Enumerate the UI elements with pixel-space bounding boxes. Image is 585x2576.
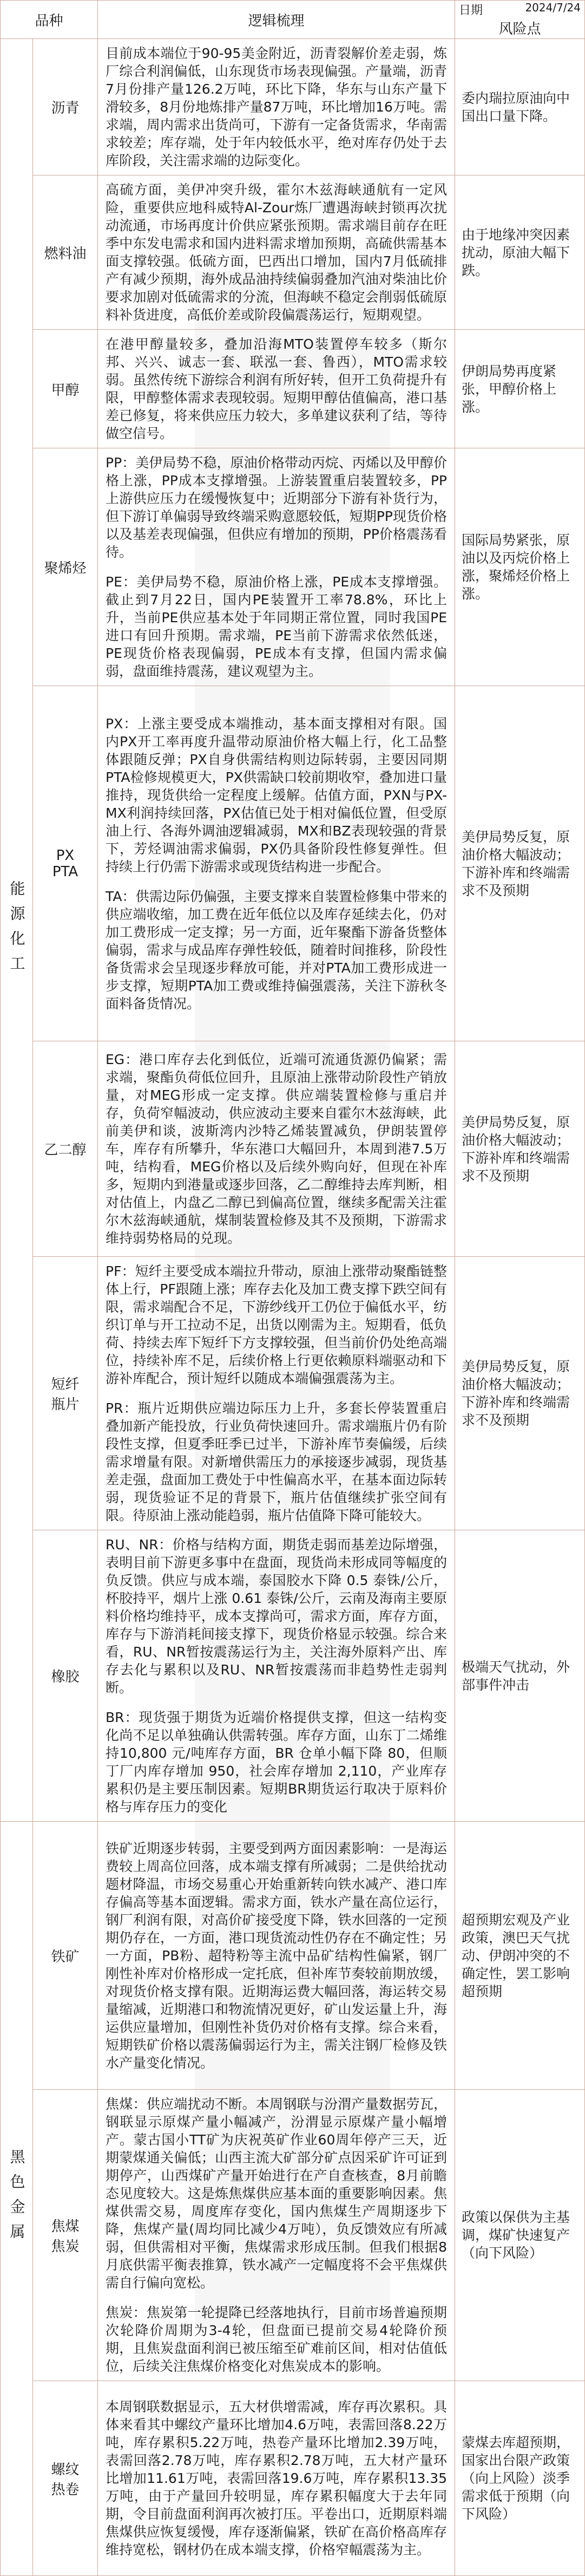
header-variety: 品种	[1, 1, 98, 39]
table-row	[1, 39, 585, 175]
logic-paragraph: EG：港口库存去化到低位，近端可流通货源仍偏紧；需求端，聚酯负荷低位回升，且原油上涨带动阶段性产销放量，对MEG形成一定支撑。供应端装置检修与重启并存，负荷窄幅波动，供应波动主要来自霍尔木兹海峡，此前美伊和谈，波斯湾内沙特乙烯装置减负，伊朗装置停车，库存有所攀升，华东港口大幅回升，本周到港7.5万吨，结构看，MEG价格以及后续外购向好，但现在补库多，短期内到港量或逐步回落，乙二醇维持去库判断，相对估值上，内盘乙二醇已到偏高位置，继续多配需关注霍尔木兹海峡通航，煤制装置检修及其不及预期，下游需求维持弱势格局的兑现。	[106, 1052, 448, 1246]
risk-cell: 由于地缘冲突因素扰动，原油大幅下跌。	[455, 175, 585, 330]
variety-cell: 乙二醇	[33, 1041, 98, 1257]
logic-paragraph: PR：瓶片近期供应端边际压力上升，多套长停装置重启叠加新产能投放，行业负荷快速回升。需求端瓶片仍有阶段性支撑，但夏季旺季已过半，下游补库节奏偏缓，后续需求增量有限。对新增供需压力的承接逐步减弱，现货基差走强，盘面加工费处于中性偏高水平，在基本面边际转弱，现货验证不足的背景下，瓶片估值继续扩张空间有限。待原油上涨动能趋弱，瓶片估值降下降可能较大。	[106, 1400, 448, 1523]
risk-cell: 国际局势紧张，原油以及丙烷价格上涨，聚烯烃价格上涨。	[455, 448, 585, 686]
variety-cell: 燃料油	[33, 175, 98, 330]
variety-cell: 橡胶	[33, 1530, 98, 1822]
logic-cell	[98, 686, 455, 1041]
table-row	[1, 1041, 585, 1257]
logic-paragraph: PX：上涨主要受成本端推动，基本面支撑相对有限。国内PX开工率再度升温带动原油价格大幅上行，化工品整体跟随反弹；PX自身供需结构则边际转弱，主要因同期PTA检修规模更大，PX供需缺口较前期收窄，叠加进口量推持，现货供给一定程度上缓解。估值方面，PXN与PX-MX利润持续回落，PX估值已处于相对偏低位置，但受原油上行、各海外调油逻辑减弱，MX和BZ表现较强的背景下，芳烃调油需求偏弱，PX仍具备阶段性修复弹性。但持续上行仍需下游需求或现货结构进一步配合。	[106, 715, 448, 875]
risk-cell: 极端天气扰动，外部事件冲击	[455, 1530, 585, 1822]
variety-cell: 聚烯烃	[33, 448, 98, 686]
risk-cell: 伊朗局势再度紧张，甲醇价格上涨。	[455, 330, 585, 448]
risk-cell: 委内瑞拉原油向中国出口量下降。	[455, 39, 585, 175]
category-cell: 能源化工	[1, 39, 33, 1822]
logic-cell	[98, 39, 455, 175]
risk-cell: 美伊局势反复，原油价格大幅波动；下游补库和终端需求不及预期	[455, 686, 585, 1041]
header-risk: 风险点	[498, 21, 541, 37]
logic-paragraph: 焦煤：供应端扰动不断。本周钢联与汾渭产量数据劳瓦，钢联显示原煤产量小幅减产，汾渭显示原煤产量小幅增产。蒙古国小TT矿为庆祝英矿作业60周年停产三天，近期蒙煤通关偏低；山西主流大矿部分矿点因采矿许可证到期停产，山西煤矿产量开始进行在产自查核查，8月前瞻态见度较大。这是炼焦煤供应基本面的重要影响因素。焦煤供需交易，周度库存变化，国内焦煤生产周期逐步下降，焦煤产量(周均同比减少4万吨），负反馈效应有所减弱，但供需相对平衡，焦煤需求形成压制。但我们根据8月底供需平衡表推算，铁水减产一定幅度将不会平焦煤供需自行偏向宽松。	[106, 2096, 448, 2291]
header-date-value: 2024/7/24	[525, 1, 581, 14]
logic-paragraph: 焦炭：焦炭第一轮提降已经落地执行，目前市场普遍预期次轮降价周期为3-4轮，但盘面已提前交易4轮降价预期，且焦炭盘面利润已被压缩至矿难前区间，相对估值低位，后续关注焦煤价格变化对焦炭成本的影响。	[106, 2305, 448, 2374]
risk-cell: 蒙煤去库超预期，国家出台限产政策（向上风险）淡季需求低于预期（向下风险）	[455, 2381, 585, 2576]
variety-cell: 螺纹 热卷	[33, 2381, 98, 2576]
logic-paragraph: RU、NR：价格与结构方面，期货走弱而基差边际增强，表明目前下游更多事中在盘面，现货尚未形成同等幅度的负反馈。供应与成本端，泰国胶水下降 0.5 泰铢/公斤，杯胶持平，烟片上涨 0.61 泰铢/公斤，云南及海南主要原料价格均维持平，成本支撑尚可，需求方面，库存方面，库存与下游消耗间接支撑下，现货价格显示较强。综合来看，RU、NR暂按震荡运行为主，关注海外原料产出、库存去化与累积以及RU、NR暂按震荡而非趋势性走弱判断。	[106, 1537, 448, 1695]
risk-cell: 政策以保供为主基调，煤矿快速复产（向下风险）	[455, 2090, 585, 2381]
table-row	[1, 2090, 585, 2381]
variety-cell: 焦煤 焦炭	[33, 2090, 98, 2381]
logic-paragraph: BR：现货强于期货为近端价格提供支撑，但这一结构变化尚不足以单独确认供需转强。库存方面，山东丁二烯维持10,800 元/吨库存方面，BR 仓单小幅下降 80，但顺丁厂内库存增加 950，社会库存增加 2,110，产业库存累积仍是主要压制因素。短期BR期货运行取决于原料价格与库存压力的变化	[106, 1710, 448, 1815]
table-header	[1, 1, 585, 39]
risk-cell: 超预期宏观及产业政策，澳巴天气扰动、伊朗冲突的不确定性，罢工影响超预期	[455, 1822, 585, 2090]
logic-cell	[98, 1822, 455, 2090]
table-row	[1, 2381, 585, 2576]
logic-cell	[98, 1041, 455, 1257]
table-row	[1, 686, 585, 1041]
logic-paragraph: 高硫方面，美伊冲突升级，霍尔木兹海峡通航有一定风险，重要供应地科威特Al-Zour炼厂遭遇海峡封锁再次扰动流通，市场再度计价供应紧张预期。需求端目前存在旺季中东发电需求和国内进料需求增加预期，高硫供需基本面支撑较强。低硫方面，巴西出口增加，国内7月低硫排产有减少预期，海外成品油持续偏弱叠加汽油对柴油比价要求加剧对低硫需求的分流，但海峡不稳定会削弱低硫原料补货进度，高低价差或阶段偏震荡运行，短期观望。	[106, 182, 448, 323]
variety-cell: 甲醇	[33, 330, 98, 448]
risk-cell: 美伊局势反复，原油价格大幅波动；下游补库和终端需求不及预期	[455, 1041, 585, 1257]
logic-cell	[98, 175, 455, 330]
logic-paragraph: TA：供需边际仍偏强，主要支撑来自装置检修集中带来的供应端收缩，加工费在近年低位以及库存延续去化，仍对加工费形成一定支撑；另一方面，近年聚酯下游备货整体偏弱，需求与成品库存弹性较低，随着时间推移，阶段性备货需求会呈现逐步释放可能，并对PTA加工费形成进一步支撑，短期PTA加工费或维持偏强震荡，关注下游秋冬面料备货情况。	[106, 888, 448, 1012]
logic-paragraph: PE：美伊局势不稳，原油价格上涨，PE成本支撑增强。截止到7月22日，国内PE装置开工率78.8%，环比上升，当前PE供应基本处于年同期正常位置，同时我国PE进口有回升预期。需求端，PE当前下游需求依然低迷，PE现货价格表现偏弱，PE成本有支撑，但国内需求偏弱，盘面维持震荡，建议观望为主。	[106, 574, 448, 679]
table-body	[1, 39, 585, 2576]
header-logic: 逻辑梳理	[98, 1, 455, 39]
logic-cell	[98, 1530, 455, 1822]
variety-cell: 短纤 瓶片	[33, 1257, 98, 1530]
logic-paragraph: PP：美伊局势不稳，原油价格带动丙烷、丙烯以及甲醇价格上涨，PP成本支撑增强。上游装置重启装置较多，PP上游供应压力在缓慢恢复中；近期部分下游有补货行为，但下游订单偏弱导致终端采购意愿较低，短期PP现货价格以及基差表现偏强，但供应有增加的预期，PP价格震荡看待。	[106, 455, 448, 560]
table-row	[1, 1822, 585, 2090]
logic-paragraph: PF：短纤主要受成本端拉升带动，原油上涨带动聚酯链整体上行，PF跟随上涨；库存去化及加工费支撑下跌空间有限，需求端配合不足，下游纱线开工仍位于偏低水平，纺织订单与开工拉动不足，出货以刚需为主。短期看，低负荷、持续去库下短纤下方支撑较强，但当前价仍处绝高端位，持续补库不足，后续价格上行更依赖原料端驱动和下游补库配合，预计短纤以随成本端偏强震荡为主。	[106, 1263, 448, 1386]
logic-cell	[98, 330, 455, 448]
logic-cell	[98, 1257, 455, 1530]
variety-cell: 沥青	[33, 39, 98, 175]
logic-paragraph: 在港甲醇量较多，叠加沿海MTO装置停车较多（斯尔邦、兴兴、诚志一套、联泓一套、鲁西），MTO需求较弱。虽然传统下游综合利润有所好转，但开工负荷提升有限，甲醇整体需求表现较弱。短期甲醇估值偏高，港口基差已修复，将来供应压力较大，多单建议获利了结，等待做空信号。	[106, 336, 448, 441]
header-date-label: 日期	[459, 4, 483, 17]
logic-cell	[98, 448, 455, 686]
logic-paragraph: 本周钢联数据显示，五大材供增需减，库存再次累积。具体来看其中螺纹产量环比增加4.6万吨，表需回落8.22万吨，库存累积5.22万吨，热卷产量环比增加2.39万吨，表需回落2.78万吨，库存累积2.78万吨，五大材产量环比增加11.61万吨，表需回落19.6万吨，库存累积13.35万吨，由于产量回升较明显，库存累积幅度大于去年同期，令目前盘面利润再次被打压。平卷出口，近期原料端焦煤供应恢复缓慢，库存逐渐偏紧，铁矿在高价格高库存维持宽松，钢材仍在成本端支撑，价格窄幅震荡为主。	[106, 2399, 448, 2558]
table-row	[1, 448, 585, 686]
category-cell: 黑色金属	[1, 1822, 33, 2576]
logic-cell	[98, 2090, 455, 2381]
table-row	[1, 175, 585, 330]
variety-cell: PX PTA	[33, 686, 98, 1041]
risk-cell: 美伊局势反复，原油价格大幅波动；下游补库和终端需求不及预期	[455, 1257, 585, 1530]
logic-paragraph: 目前成本端位于90-95美金附近，沥青裂解价差走弱，炼厂综合利润偏低，山东现货市场表现偏强。产量端，沥青7月份排产量126.2万吨，环比下降，华东与山东产量下滑较多，8月份地炼排产量87万吨，环比增加16万吨。需求端，周内需求出货尚可，下游有一定备货需求，华南需求较差；库存端，处于年内较低水平，绝对库存仍处于去库阶段，关注需求端的边际变化。	[106, 45, 448, 168]
variety-cell: 铁矿	[33, 1822, 98, 2090]
table-row	[1, 1530, 585, 1822]
logic-cell	[98, 2381, 455, 2576]
logic-paragraph: 铁矿近期逐步转弱，主要受到两方面因素影响：一是海运费较上周高位回落，成本端支撑有所减弱；二是供给扰动题材降温，市场交易重心开始重新转向铁水减产、港口库存偏高等基本面逻辑。需求方面，铁水产量在高位运行，钢厂利润有限，对高价矿接受度下降，铁水回落的一定预期仍存在，一方面，港口现货流动性仍存在不确定性；另一方面，PB粉、超特粉等主流中品矿结构性偏紧，钢厂刚性补库对价格形成一定托底，但补库节奏较前期放缓，对现货价格支撑有限。近期海运费大幅回落，海运转交易量缩减，近期港口和物流情况更好，矿山发运量上升，海运供应量增加，但刚性补货仍对价格有支撑。综合来看，短期铁矿价格以震荡偏弱运行为主，需关注钢厂检修及铁水产量变化情况。	[106, 1840, 448, 2071]
table-row	[1, 330, 585, 448]
header-date-risk	[455, 1, 585, 39]
table-row	[1, 1257, 585, 1530]
